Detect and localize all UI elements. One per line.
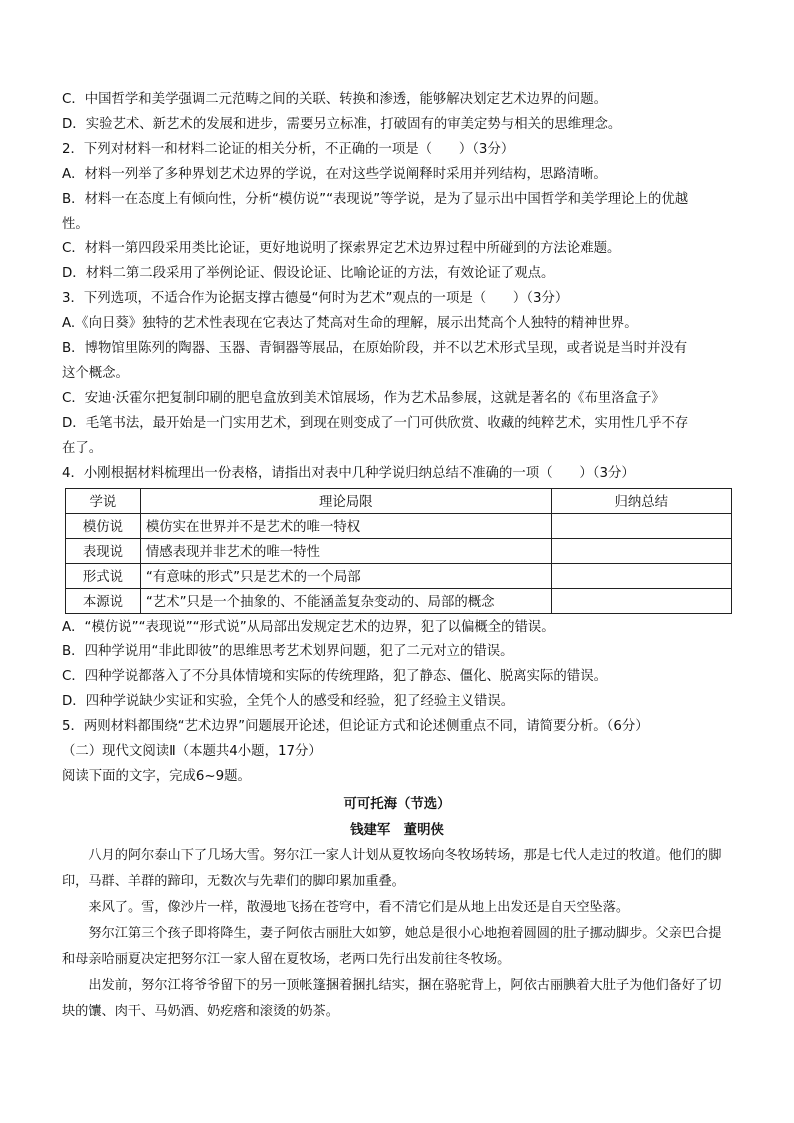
- story-paragraph: 来风了。雪，像沙片一样，散漫地飞扬在苍穹中，看不清它们是从地上出发还是自天空坠落。: [88, 899, 630, 915]
- table-header-row: [66, 488, 732, 513]
- text-line: 3．下列选项，不适合作为论据支撑古德曼“何时为艺术”观点的一项是（ ）（3分）: [62, 291, 569, 307]
- text-line: 4．小刚根据材料梳理出一份表格，请指出对表中几种学说归纳总结不准确的一项（ ）（3分）: [62, 465, 635, 481]
- story-paragraph: 八月的阿尔泰山下了几场大雪。努尔江一家人计划从夏牧场向冬牧场转场，那是七代人走过的牧道。他们的脚印，马群、羊群的蹄印，无数次与先辈们的脚印累加重叠。: [62, 847, 722, 889]
- table-cell-answer: [551, 588, 731, 613]
- text-line: D．材料二第二段采用了举例论证、假设论证、比喻论证的方法，有效论证了观点。: [62, 266, 555, 282]
- text-line: D．毛笔书法，最开始是一门实用艺术，到现在则变成了一门可供欣赏、收藏的纯粹艺术，实用性几乎不存: [62, 415, 689, 431]
- text-line: （二）现代文阅读Ⅱ（本题共4小题，17分）: [62, 744, 322, 760]
- text-line: 这个概念。: [62, 365, 129, 381]
- question-options-block: [62, 88, 732, 487]
- table-row: [66, 563, 732, 588]
- text-line: B．材料一在态度上有倾向性，分析“模仿说”“表现说”等学说，是为了显示出中国哲学和美学理论上的优越: [62, 191, 689, 207]
- table-cell: “有意味的形式”只是艺术的一个局部: [140, 563, 551, 588]
- table-cell-answer: [551, 538, 731, 563]
- story-paragraph: 出发前，努尔江将爷爷留下的另一顶帐篷捆着捆扎结实，捆在骆驼背上，阿依古丽腆着大肚子为他们备好了切块的馕、肉干、马奶酒、奶疙瘩和滚烫的奶茶。: [62, 977, 722, 1019]
- text-line: A．材料一列举了多种界划艺术边界的学说，在对这些学说阐释时采用并列结构，思路清晰。: [62, 166, 607, 182]
- table-cell-answer: [551, 513, 731, 538]
- text-line: B．四种学说用“非此即彼”的思维思考艺术划界问题，犯了二元对立的错误。: [62, 644, 514, 660]
- table-cell: 表现说: [66, 538, 141, 563]
- table-header-cell: 理论局限: [140, 488, 551, 513]
- text-line: 阅读下面的文字，完成6~9题。: [62, 768, 251, 784]
- table-row: [66, 513, 732, 538]
- table-cell: 形式说: [66, 563, 141, 588]
- text-line: 性。: [62, 216, 89, 232]
- text-line: 在了。: [62, 440, 103, 456]
- text-line: A.《向日葵》独特的艺术性表现在它表达了梵高对生命的理解，展示出梵高个人独特的精神世界。: [62, 316, 638, 332]
- table-cell: 模仿实在世界并不是艺术的唯一特权: [140, 513, 551, 538]
- text-line: C．四种学说都落入了不分具体情境和实际的传统理路，犯了静态、僵化、脱离实际的错误。: [62, 669, 607, 685]
- text-line: B．博物馆里陈列的陶器、玉器、青铜器等展品，在原始阶段，并不以艺术形式呈现，或者说是当时并没有: [62, 341, 688, 357]
- text-line: 5．两则材料都围绕“艺术边界”问题展开论述，但论证方式和论述侧重点不同，请简要分析。（6分）: [62, 719, 649, 735]
- table-row: [66, 538, 732, 563]
- exam-page: [62, 88, 732, 1025]
- table-header-cell: 学说: [66, 488, 141, 513]
- table-cell: 情感表现并非艺术的唯一特性: [140, 538, 551, 563]
- story-paragraph: 努尔江第三个孩子即将降生，妻子阿依古丽肚大如箩，她总是很小心地抱着圆圆的肚子挪动脚步。父亲巴合提和母亲哈丽夏决定把努尔江一家人留在夏牧场，老两口先行出发前往冬牧场。: [62, 925, 722, 967]
- table-cell-answer: [551, 563, 731, 588]
- text-line: C．中国哲学和美学强调二元范畴之间的关联、转换和渗透，能够解决划定艺术边界的问题。: [62, 92, 607, 107]
- summary-table: [65, 488, 732, 614]
- text-line: 2．下列对材料一和材料二论证的相关分析，不正确的一项是（ ）（3分）: [62, 141, 515, 157]
- story-title: 可可托海（节选）: [343, 796, 451, 812]
- text-line: C．材料一第四段采用类比论证，更好地说明了探索界定艺术边界过程中所碰到的方法论难题。: [62, 241, 621, 257]
- answer-options-block: [62, 616, 732, 790]
- table-cell: “艺术”只是一个抽象的、不能涵盖复杂变动的、局部的概念: [140, 588, 551, 613]
- table-cell: 本源说: [66, 588, 141, 613]
- text-line: D．四种学说缺少实证和实验，全凭个人的感受和经验，犯了经验主义错误。: [62, 694, 515, 710]
- table-row: [66, 588, 732, 613]
- text-line: A．“模仿说”“表现说”“形式说”从局部出发规定艺术的边界，犯了以偏概全的错误。: [62, 619, 555, 635]
- story-authors: 钱建军 董明侠: [350, 822, 444, 838]
- text-line: D．实验艺术、新艺术的发展和进步，需要另立标准，打破固有的审美定势与相关的思维理念。: [62, 116, 622, 132]
- table-cell: 模仿说: [66, 513, 141, 538]
- table-header-cell: 归纳总结: [551, 488, 731, 513]
- story-body: [62, 843, 732, 1025]
- text-line: C．安迪·沃霍尔把复制印刷的肥皂盒放到美术馆展场，作为艺术品参展，这就是著名的《布里洛盒子》: [62, 390, 665, 406]
